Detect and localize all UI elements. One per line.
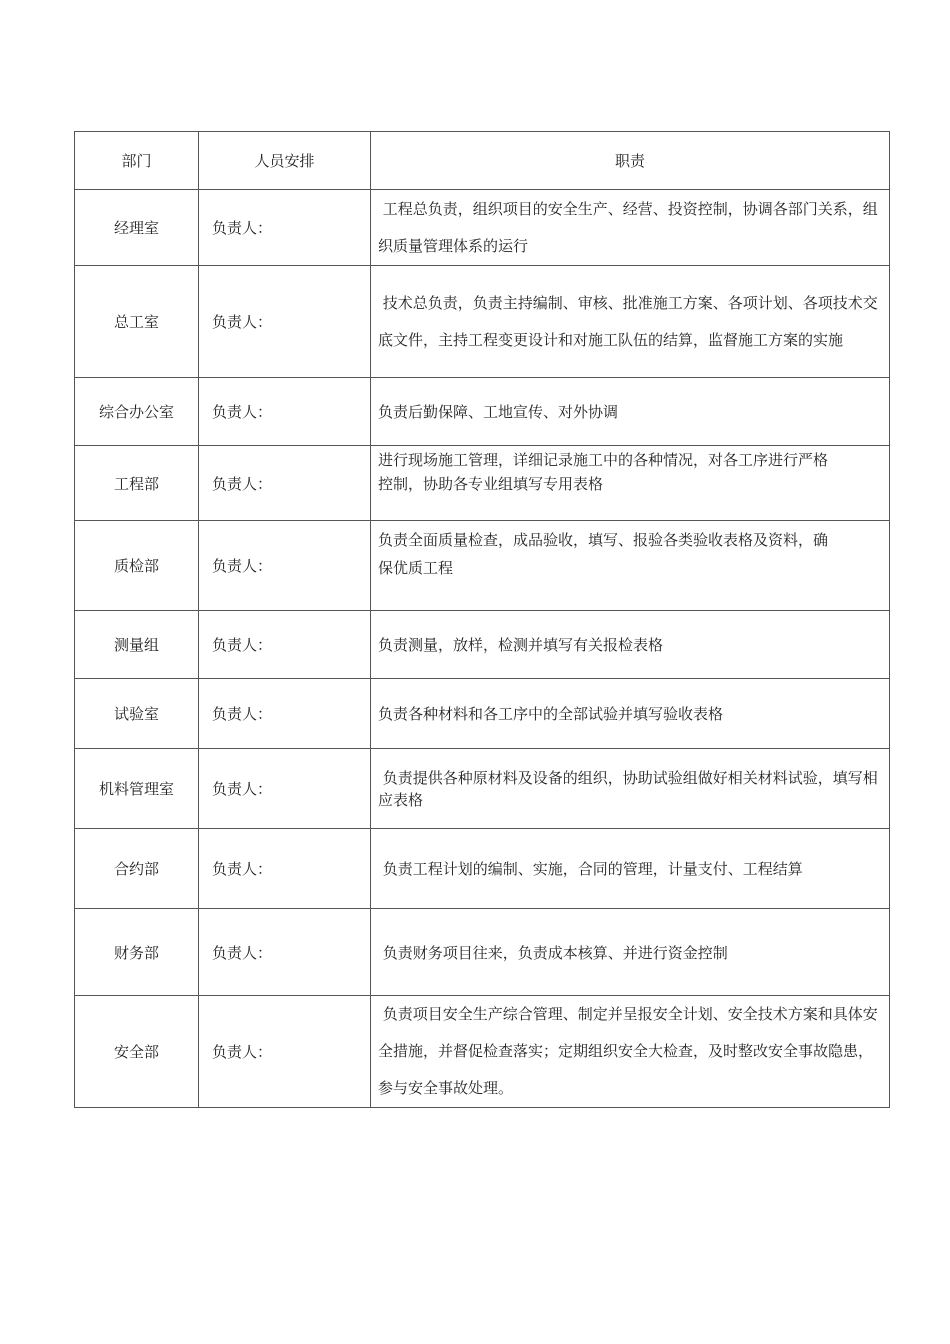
person-cell: 负责人： <box>199 679 371 749</box>
duty-cell <box>371 521 890 611</box>
duty-cell <box>371 266 890 378</box>
dept-cell: 总工室 <box>75 266 199 378</box>
table-row <box>75 611 890 679</box>
dept-cell: 合约部 <box>75 829 199 909</box>
duty-line: 控制，协助各专业组填写专用表格 <box>378 475 604 493</box>
duty-text: 负责各种材料和各工序中的全部试验并填写验收表格 <box>378 705 724 723</box>
table-header-row <box>75 132 890 190</box>
duty-text: 负责后勤保障、工地宣传、对外协调 <box>378 403 619 421</box>
table-row <box>75 446 890 521</box>
duty-text: 技术总负责，负责主持编制、审核、批准施工方案、各项计划、各项技术交底文件，主持工程变更设计和对施工队伍的结算，监督施工方案的实施 <box>378 293 878 349</box>
person-cell: 负责人： <box>199 996 371 1108</box>
duty-cell <box>371 909 890 996</box>
table-row <box>75 996 890 1108</box>
person-cell: 负责人： <box>199 611 371 679</box>
table-row <box>75 378 890 446</box>
person-cell: 负责人： <box>199 829 371 909</box>
department-duty-table <box>74 131 890 1108</box>
header-personnel: 人员安排 <box>199 132 371 190</box>
duty-text: 负责测量，放样，检测并填写有关报检表格 <box>378 636 664 654</box>
header-duty: 职责 <box>371 132 890 190</box>
duty-cell <box>371 190 890 266</box>
person-cell: 负责人： <box>199 378 371 446</box>
duty-text: 工程总负责，组织项目的安全生产、经营、投资控制，协调各部门关系，组织质量管理体系的运行 <box>378 199 878 255</box>
table-row <box>75 829 890 909</box>
person-cell: 负责人： <box>199 749 371 829</box>
table-row <box>75 190 890 266</box>
person-cell: 负责人： <box>199 190 371 266</box>
dept-cell: 测量组 <box>75 611 199 679</box>
person-cell: 负责人： <box>199 521 371 611</box>
duty-cell <box>371 749 890 829</box>
dept-cell: 经理室 <box>75 190 199 266</box>
duty-text: 负责工程计划的编制、实施，合同的管理，计量支付、工程结算 <box>378 860 803 878</box>
dept-cell: 试验室 <box>75 679 199 749</box>
dept-cell: 机料管理室 <box>75 749 199 829</box>
table-row <box>75 909 890 996</box>
duty-cell <box>371 611 890 679</box>
duty-cell <box>371 996 890 1108</box>
table-row <box>75 749 890 829</box>
duty-text: 负责项目安全生产综合管理、制定并呈报安全计划、安全技术方案和具体安全措施，并督促检查落实；定期组织安全大检查，及时整改安全事故隐患，参与安全事故处理。 <box>378 1005 878 1097</box>
duty-text: 负责财务项目往来，负责成本核算、并进行资金控制 <box>378 943 728 962</box>
duty-cell <box>371 378 890 446</box>
person-cell: 负责人： <box>199 909 371 996</box>
dept-cell: 财务部 <box>75 909 199 996</box>
duty-cell <box>371 446 890 521</box>
header-department: 部门 <box>75 132 199 190</box>
table-row <box>75 266 890 378</box>
dept-cell: 质检部 <box>75 521 199 611</box>
duty-line: 保优质工程 <box>378 559 454 577</box>
duty-cell <box>371 829 890 909</box>
dept-cell: 综合办公室 <box>75 378 199 446</box>
duty-line: 负责全面质量检查，成品验收，填写、报验各类验收表格及资料，确 <box>378 531 829 549</box>
table-row <box>75 521 890 611</box>
duty-line: 进行现场施工管理，详细记录施工中的各种情况，对各工序进行严格 <box>378 451 829 469</box>
dept-cell: 工程部 <box>75 446 199 521</box>
dept-cell: 安全部 <box>75 996 199 1108</box>
table-row <box>75 679 890 749</box>
person-cell: 负责人： <box>199 446 371 521</box>
duty-cell <box>371 679 890 749</box>
person-cell: 负责人： <box>199 266 371 378</box>
duty-text: 负责提供各种原材料及设备的组织，协助试验组做好相关材料试验，填写相应表格 <box>378 768 878 809</box>
